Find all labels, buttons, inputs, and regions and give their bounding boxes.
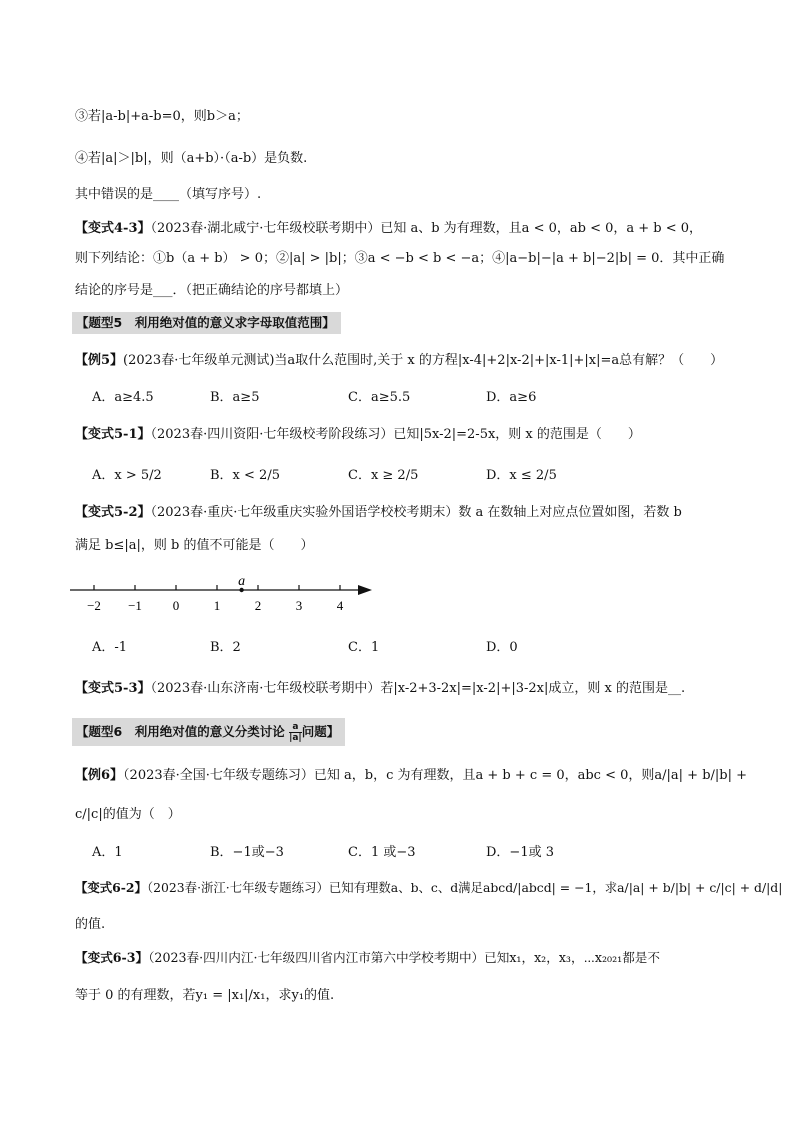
example-6-option-d: D．−1或 3: [486, 845, 554, 860]
number-line-tick-label: 4: [336, 598, 344, 613]
heading-text-end: 问题】: [301, 724, 340, 739]
variant-5-2-option-a: A．-1: [92, 640, 128, 655]
variant-5-2-option-c: C．1: [348, 640, 380, 655]
section-heading-5: 【题型5 利用绝对值的意义求字母取值范围】: [72, 312, 341, 334]
variant-4-3-line: [75, 219, 702, 239]
example-text: （2023春·全国·七年级专题练习）已知 a，b，c 为有理数，且a + b + c = 0，abc < 0，则a/|a| + b/|b| +: [123, 768, 747, 783]
point-a-label: a: [238, 574, 246, 589]
example-5-option-b: B．a≥5: [210, 390, 260, 405]
variant-5-2-option-d: D．0: [486, 640, 518, 655]
variant-label: 【变式6-3】: [75, 950, 149, 965]
variant-text: （2023春·湖北咸宁·七年级校联考期中）已知 a、b 为有理数，且a < 0，ab < 0，a + b < 0，: [150, 221, 703, 236]
variant-5-2-line: [75, 503, 682, 523]
variant-text: （2023春·四川资阳·七年级校考阶段练习）已知|5x-2|=2-5x，则 x 的范围是（ ）: [150, 427, 641, 442]
heading-fraction: [289, 722, 302, 743]
example-label: 【例6】: [75, 768, 124, 783]
statement-4: ④若|a|＞|b|，则（a+b）·（a-b）是负数.: [75, 151, 308, 166]
number-line-tick-label: −2: [87, 598, 101, 613]
variant-5-1-option-d: D．x ≤ 2/5: [486, 468, 557, 483]
question-prompt: 其中错误的是____（填写序号）.: [75, 187, 262, 202]
variant-label: 【变式5-1】: [75, 427, 151, 442]
variant-label: 【变式5-3】: [75, 681, 151, 696]
variant-text: （2023春·四川内江·七年级四川省内江市第六中学校考期中）已知x₁，x₂，x₃，⋯x₂₀₂₁都是不: [148, 950, 660, 965]
fraction-denominator: |a|: [289, 733, 302, 743]
variant-5-1-line: [75, 425, 641, 445]
number-line-tick-label: 2: [254, 598, 262, 613]
variant-4-3-answer-prompt: 结论的序号是___．（把正确结论的序号都填上）: [75, 283, 349, 298]
variant-5-1-option-a: A．x > 5/2: [92, 468, 162, 483]
variant-6-3-line-2: 等于 0 的有理数，若y₁ = |x₁|/x₁，求y₁的值.: [75, 988, 335, 1003]
example-5-line: [75, 351, 723, 371]
example-6-option-a: A．1: [92, 845, 123, 860]
variant-6-3-line: [75, 948, 660, 968]
number-line-ticks: [87, 585, 344, 613]
variant-text: （2023春·浙江·七年级专题练习）已知有理数a、b、c、d满足abcd/|abcd| = −1，求a/|a| + b/|b| + c/|c| + d/|d|: [146, 880, 783, 895]
variant-label: 【变式6-2】: [75, 880, 147, 895]
fraction-numerator: a: [289, 722, 302, 733]
variant-label: 【变式5-2】: [75, 505, 151, 520]
example-5-option-d: D．a≥6: [486, 390, 537, 405]
example-text: (2023春·七年级单元测试)当a取什么范围时,关于 x 的方程|x-4|+2|x-2|+|x-1|+|x|=a总有解？（ ）: [123, 353, 724, 368]
example-5-option-a: A．a≥4.5: [92, 390, 154, 405]
variant-6-2-line-2: 的值.: [75, 917, 106, 932]
arrow-icon: [358, 585, 372, 595]
variant-label: 【变式4-3】: [75, 221, 151, 236]
example-6-option-c: C．1 或−3: [348, 845, 416, 860]
variant-6-2-line: [75, 878, 782, 898]
heading-text: 【题型6 利用绝对值的意义分类讨论: [76, 724, 285, 739]
variant-text: （2023春·重庆·七年级重庆实验外国语学校校考期末）数 a 在数轴上对应点位置如图，若数 b: [150, 505, 682, 520]
variant-5-2-option-b: B．2: [210, 640, 241, 655]
number-line-tick-label: 0: [172, 598, 180, 613]
number-line-tick-label: 3: [295, 598, 303, 613]
number-line-tick-label: 1: [213, 598, 221, 613]
example-label: 【例5】: [75, 353, 124, 368]
variant-5-2-line-2: 满足 b≤|a|，则 b 的值不可能是（ ）: [75, 538, 314, 553]
number-line-tick-label: −1: [128, 598, 142, 613]
variant-text: （2023春·山东济南·七年级校联考期中）若|x-2+3-2x|=|x-2|+|3-2x|成立，则 x 的范围是__.: [150, 681, 686, 696]
statement-3: ③若|a-b|+a-b=0，则b＞a；: [75, 109, 249, 124]
variant-5-1-option-c: C．x ≥ 2/5: [348, 468, 419, 483]
example-6-line-2: c/|c|的值为（ ）: [75, 807, 181, 822]
example-6-option-b: B．−1或−3: [210, 845, 284, 860]
variant-5-1-option-b: B．x < 2/5: [210, 468, 280, 483]
section-heading-6: [72, 718, 345, 746]
example-6-line: [75, 766, 747, 786]
number-line: [66, 568, 376, 618]
variant-5-3-line: [75, 679, 685, 699]
variant-4-3-conclusions: 则下列结论：①b（a + b） > 0；②|a| > |b|；③a < −b < b < −a；④|a−b|−|a + b|−2|b| = 0．其中正确: [75, 251, 725, 266]
example-5-option-c: C．a≥5.5: [348, 390, 411, 405]
